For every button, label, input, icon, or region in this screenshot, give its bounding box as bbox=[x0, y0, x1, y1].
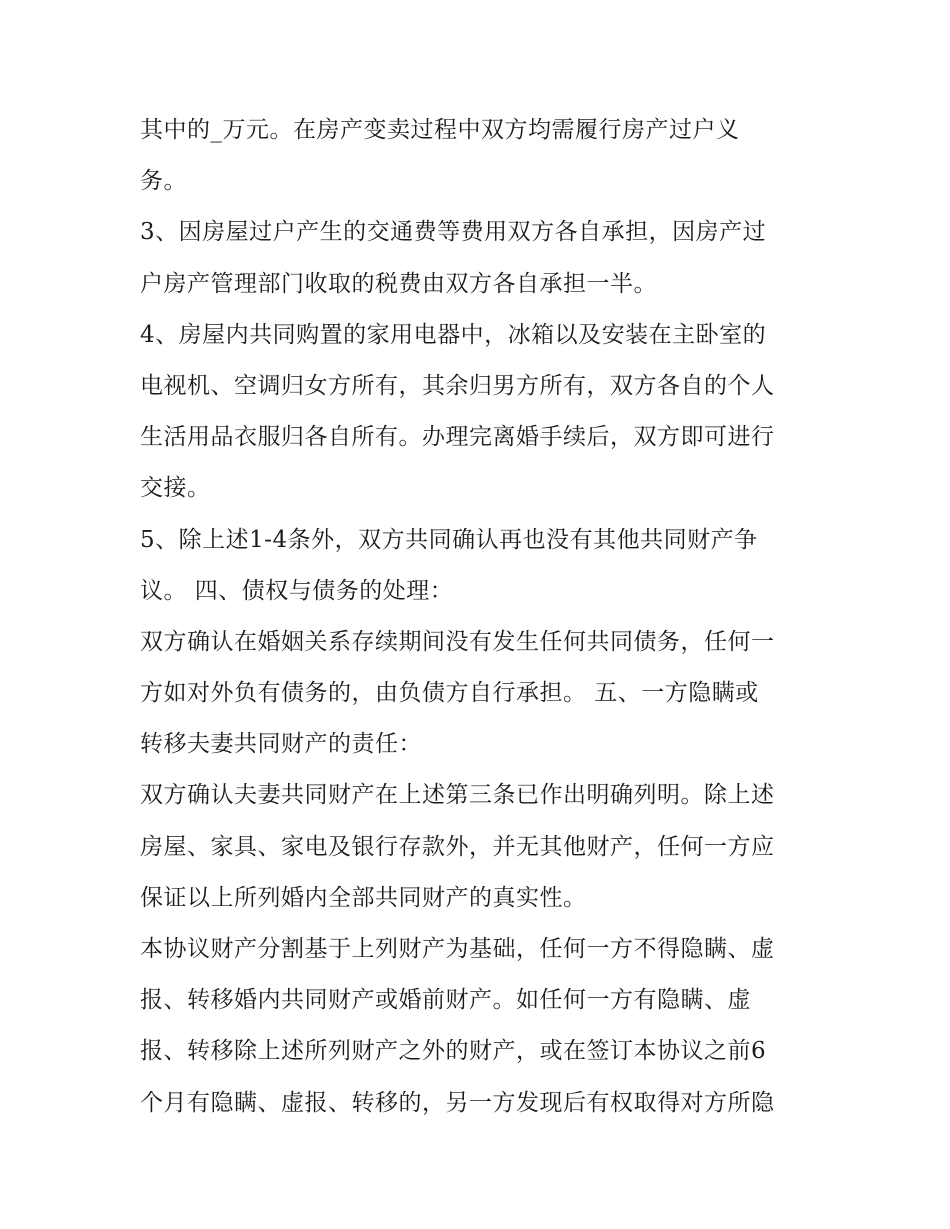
text-line: 方如对外负有债务的，由负债方自行承担。 五、一方隐瞒或 bbox=[140, 680, 759, 707]
text-line: 双方确认在婚姻关系存续期间没有发生任何共同债务，任何一 bbox=[140, 628, 775, 655]
text-line: 5、除上述1-4条外，双方共同确认再也没有其他共同财产争 bbox=[140, 526, 758, 553]
text-line: 保证以上所列婚内全部共同财产的真实性。 bbox=[140, 884, 587, 911]
text-line: 3、因房屋过户产生的交通费等费用双方各自承担，因房产过 bbox=[140, 219, 767, 246]
text-line: 报、转移除上述所列财产之外的财产，或在签订本协议之前6 bbox=[140, 1038, 767, 1065]
text-line: 转移夫妻共同财产的责任： bbox=[140, 731, 422, 758]
text-line: 议。 四、债权与债务的处理： bbox=[140, 577, 454, 604]
text-line: 报、转移婚内共同财产或婚前财产。如任何一方有隐瞒、虚 bbox=[140, 987, 751, 1014]
text-line: 生活用品衣服归各自所有。办理完离婚手续后，双方即可进行 bbox=[140, 424, 775, 451]
text-line: 户房产管理部门收取的税费由双方各自承担一半。 bbox=[140, 270, 657, 297]
text-line: 房屋、家具、家电及银行存款外，并无其他财产，任何一方应 bbox=[140, 833, 775, 860]
text-line: 4、房屋内共同购置的家用电器中，冰箱以及安装在主卧室的 bbox=[140, 321, 767, 348]
text-line: 本协议财产分割基于上列财产为基础，任何一方不得隐瞒、虚 bbox=[140, 936, 775, 962]
text-line: 个月有隐瞒、虚报、转移的，另一方发现后有权取得对方所隐 bbox=[140, 1089, 775, 1116]
document-body bbox=[140, 105, 820, 1129]
text-line: 电视机、空调归女方所有，其余归男方所有，双方各自的个人 bbox=[140, 372, 775, 399]
text-line: 交接。 bbox=[140, 475, 211, 502]
text-line: 务。 bbox=[140, 168, 187, 195]
text-line: 其中的_万元。在房产变卖过程中双方均需履行房产过户义 bbox=[140, 117, 740, 143]
text-line: 双方确认夫妻共同财产在上述第三条已作出明确列明。除上述 bbox=[140, 782, 775, 809]
